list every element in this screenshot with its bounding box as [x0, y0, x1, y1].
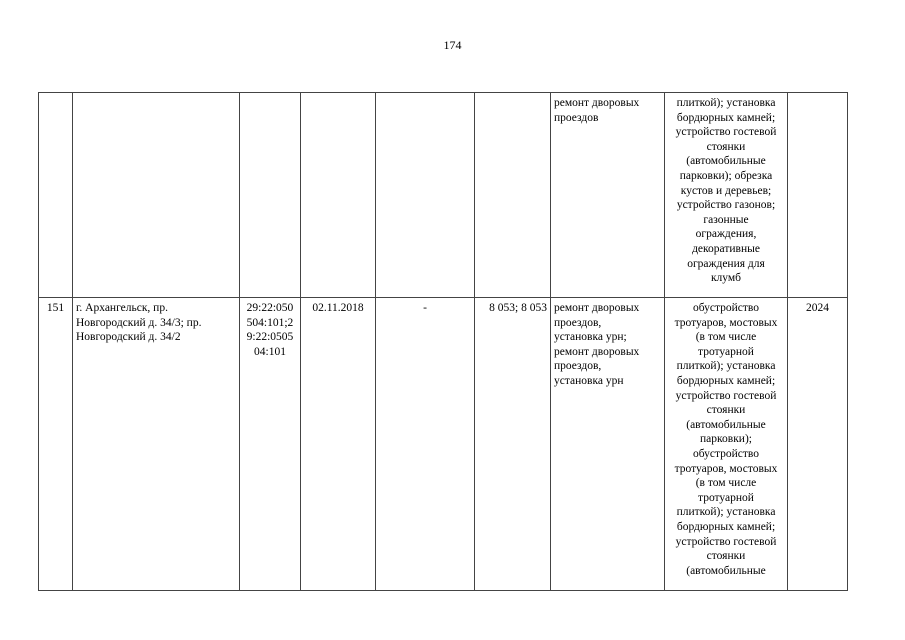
- column-5-cell: [376, 93, 475, 298]
- works-short-cell: ремонт дворовых проездов: [551, 93, 665, 298]
- works-detail-cell: обустройство тротуаров, мостовых (в том числе тротуарной плиткой); установка бордюрных камней; устройство гостевой стоянки (автомобильные парковки); обустройство тротуаров, мостовых (в том числе тротуарной плиткой); установка бордюрных камней; устройство гостевой стоянки (автомобильные: [665, 298, 788, 591]
- address-cell: [73, 93, 240, 298]
- registry-table: [38, 92, 848, 591]
- address-cell: г. Архангельск, пр. Новгородский д. 34/3; пр. Новгородский д. 34/2: [73, 298, 240, 591]
- page-number: 174: [443, 38, 462, 52]
- works-detail-cell: плиткой); установка бордюрных камней; устройство гостевой стоянки (автомобильные парковки); обрезка кустов и деревьев; устройство газонов; газонные ограждения, декоративные ограждения для клумб: [665, 93, 788, 298]
- area-cell: 8 053; 8 053: [475, 298, 551, 591]
- column-5-cell: -: [376, 298, 475, 591]
- table-row: [39, 93, 848, 298]
- cadastral-number-cell: 29:22:050 504:101;2 9:22:0505 04:101: [240, 298, 301, 591]
- cadastral-number-cell: [240, 93, 301, 298]
- date-cell: [301, 93, 376, 298]
- works-short-cell: ремонт дворовых проездов, установка урн; ремонт дворовых проездов, установка урн: [551, 298, 665, 591]
- row-number-cell: [39, 93, 73, 298]
- year-cell: 2024: [788, 298, 848, 591]
- table-row: [39, 298, 848, 591]
- area-cell: [475, 93, 551, 298]
- date-cell: 02.11.2018: [301, 298, 376, 591]
- row-number-cell: 151: [39, 298, 73, 591]
- year-cell: [788, 93, 848, 298]
